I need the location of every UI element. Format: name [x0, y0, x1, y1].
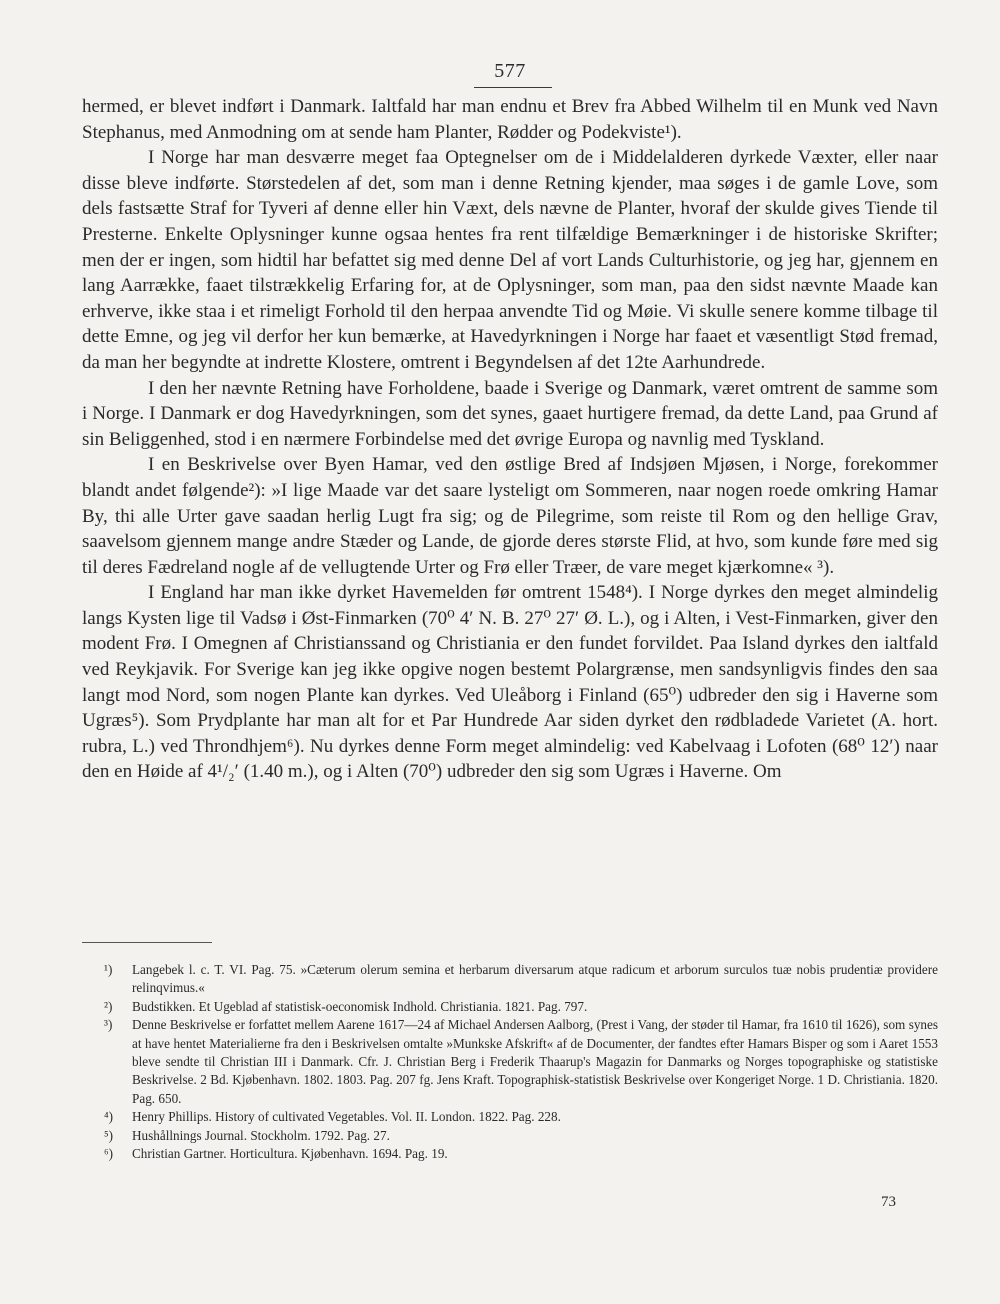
footnote: [104, 998, 938, 1016]
footnote-text: Hushållnings Journal. Stockholm. 1792. Pag. 27.: [132, 1127, 390, 1143]
footnote: [104, 961, 938, 998]
footnote-mark: ¹): [104, 962, 113, 977]
paragraph: I den her nævnte Retning have Forholdene, baade i Sverige og Danmark, været omtrent de samme som i Norge. I Danmark er dog Havedyrkningen, som det synes, gaaet hurtigere fremad, da dette Land, paa Grund af sin Beliggenhed, stod i en nærmere Forbindelse med det øvrige Europa og navnlig med Tyskland.: [82, 377, 938, 450]
footnote-text: Denne Beskrivelse er forfattet mellem Aarene 1617—24 af Michael Andersen Aalborg, (Prest i Vang, der støder til Hamar, fra 1610 til 1626), som synes at have hentet Materialierne fra den i Beskrivelsen omtalte »Munkske Afskrift« af de Documenter, der fandtes efter Hamars Bisper og som i Aaret 1553 bleve sendte til Christian III i Danmark. Cfr. J. Christian Berg i Frederik Thaarup's Magazin for Danmarks og Norges topographiske og statistiske Beskrivelse. 2 Bd. Kjøbenhavn. 1802. 1803. Pag. 207 fg. Jens Kraft. Topographisk-statistisk Beskrivelse over Kongeriget Norge. 1 D. Christiania. 1820. Pag. 650.: [132, 1017, 938, 1106]
footnote-text: Henry Phillips. History of cultivated Vegetables. Vol. II. London. 1822. Pag. 228.: [132, 1109, 561, 1125]
footnote-text: Budstikken. Et Ugeblad af statistisk-oeconomisk Indhold. Christiania. 1821. Pag. 797.: [132, 998, 588, 1014]
footnote-rule: [82, 942, 212, 943]
header-rule: [474, 87, 552, 88]
footnote-mark: ⁵): [104, 1127, 113, 1143]
page-number: 577: [494, 60, 526, 82]
footnote-mark: ²): [104, 998, 113, 1014]
paragraph: I en Beskrivelse over Byen Hamar, ved den østlige Bred af Indsjøen Mjøsen, i Norge, forekommer blandt andet følgende²): »I lige Maade var det saare lysteligt om Sommeren, naar nogen roede omkring Hamar By, thi alle Urter gave saadan herlig Lugt fra sig; og de Pilegrime, som reiste til Rom og den hellige Grav, saavelsom gjennem mange andre Stæder og Lande, de gjorde deres største Flid, at hvo, som kunde føre med sig til deres Fædreland nogle af de vellugtende Urter og Frø eller Træer, de vare meget kjærkomne« ³).: [82, 454, 938, 578]
footnote: [104, 1016, 938, 1108]
footnotes: [104, 961, 938, 1163]
body-text: [82, 94, 938, 785]
footnote-text: Langebek l. c. T. VI. Pag. 75. »Cæterum olerum semina et herbarum diversarum atque radicum et arborum surculos tuæ nobis prudentiæ providere relinqvimus.«: [132, 962, 938, 996]
signature-mark: 73: [881, 1194, 896, 1210]
paragraph: I England har man ikke dyrket Havemelden før omtrent 1548⁴). I Norge dyrkes den meget almindelig langs Kysten lige til Vadsø i Øst-Finmarken (70⁰ 4′ N. B. 27⁰ 27′ Ø. L.), og i Alten, i Vest-Finmarken, giver den modent Frø. I Omegnen af Christianssand og Christiania er den fundet forvildet. Paa Island dyrkes den ialtfald ved Reykjavik. For Sverige kan jeg ikke opgive nogen bestemt Polargrænse, men sandsynligvis findes den saa langt mod Nord, som nogen Plante kan dyrkes. Ved Uleåborg i Finland (65⁰) udbreder den sig i Haverne som Ugræs⁵). Som Prydplante har man alt for et Par Hundrede Aar siden dyrket den rødbladede Varietet (A. hort. rubra, L.) ved Throndhjem⁶). Nu dyrkes denne Form meget almindelig: ved Kabelvaag i Lofoten (68⁰ 12′) naar den en Høide af 4¹/₂′ (1.40 m.), og i Alten (70⁰) udbreder den sig som Ugræs i Haverne. Om: [82, 582, 938, 783]
paragraph: hermed, er blevet indført i Danmark. Ialtfald har man endnu et Brev fra Abbed Wilhelm til en Munk ved Navn Stephanus, med Anmodning om at sende ham Planter, Rødder og Podekviste¹).: [82, 96, 938, 143]
footnote-mark: ⁴): [104, 1109, 113, 1125]
footnote: [104, 1108, 938, 1126]
footnote-mark: ⁶): [104, 1146, 113, 1162]
footnote: [104, 1127, 938, 1145]
footnote-mark: ³): [104, 1017, 113, 1033]
footnote: [104, 1145, 938, 1163]
paragraph: I Norge har man desværre meget faa Optegnelser om de i Middelalderen dyrkede Væxter, eller naar disse bleve indførte. Størstedelen af det, som man i denne Retning kjender, maa søges i de gamle Love, som dels fastsætte Straf for Tyveri af denne eller hin Væxt, dels nævne de Planter, hvoraf der skulde gives Tiende til Presterne. Enkelte Oplysninger kunne ogsaa hentes fra rent tilfældige Bemærkninger i de historiske Skrifter; men der er ingen, som hidtil har befattet sig med denne Del af vort Lands Culturhistorie, og jeg har, gjennem en lang Aarrække, faaet tilstrækkelig Erfaring for, at de Oplysninger, som man, paa den sidst nævnte Maade kan erhverve, ikke staa i et rimeligt Forhold til den herpaa anvendte Tid og Møie. Vi skulle senere komme tilbage til dette Emne, og jeg vil derfor her kun bemærke, at Havedyrkningen i Norge har faaet et væsentligt Stød fremad, da man her begyndte at indrette Klostere, omtrent i Begyndelsen af det 12te Aarhundrede.: [82, 147, 938, 373]
footnote-text: Christian Gartner. Horticultura. Kjøbenhavn. 1694. Pag. 19.: [132, 1146, 448, 1162]
